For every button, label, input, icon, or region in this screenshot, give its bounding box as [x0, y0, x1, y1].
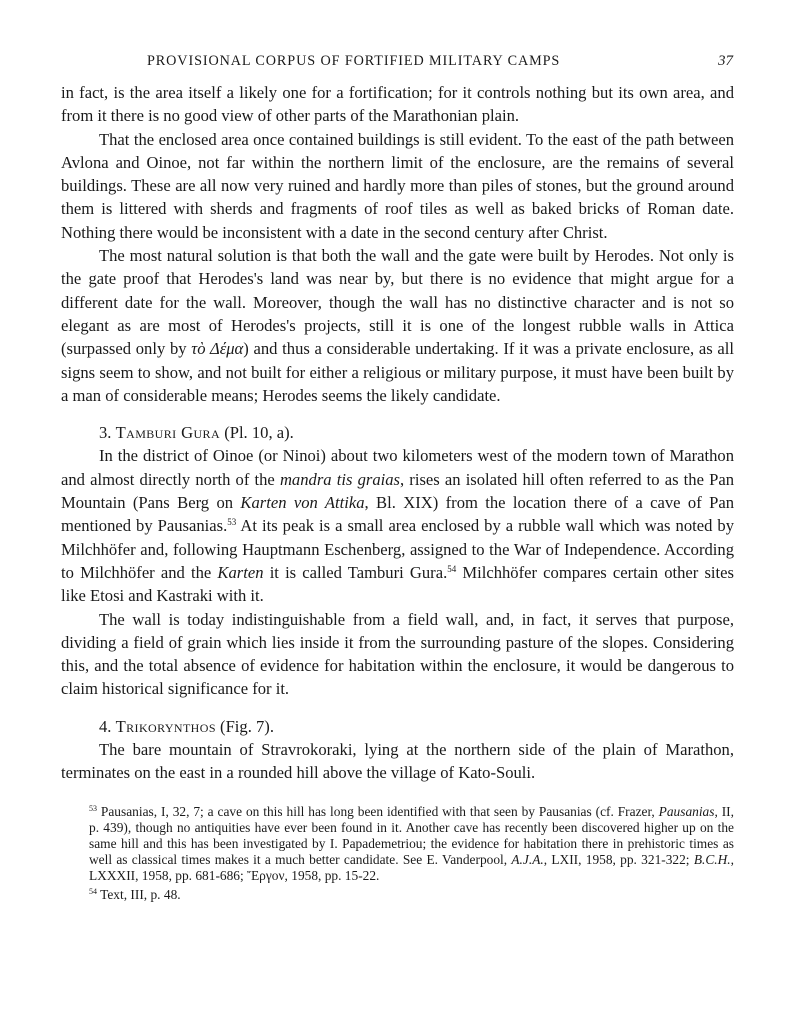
text-run: , rises an isolated hill often referred to as the Pan Mountain (Pans Berg on: [61, 469, 735, 513]
paragraph: in fact, is the area itself a likely one for a fortification; for it controls nothing but its own area, and from it there is no good view of other parts of the Marathonian plain.: [61, 83, 734, 126]
paragraph: The bare mountain of Stravrokoraki, lying at the northern side of the plain of Marathon, terminates on the east in a rounded hill above the village of Kato-Souli.: [61, 740, 734, 783]
italic-term: Karten von Attika: [240, 493, 365, 513]
text-run: it is called Tamburi Gura.: [263, 562, 448, 582]
text-run: Pausanias, I, 32, 7; a cave on this hill has long been identified with that seen by Pausanias (cf. Frazer,: [97, 803, 659, 819]
text-run: , II, p. 439), though no antiquities have ever been found in it. Another cave has recently been discovered higher up on the same hill and this has been investigated by I. Papademetriou; the evidence for habitation there in prehistoric times as well as classical times makes it a much better candidate. See E. Vanderpool,: [89, 803, 734, 867]
page-number: 37: [718, 53, 733, 69]
text-run: At its peak is a small area enclosed by a rubble wall which was noted by Milchhöfer and, following Hauptmann Eschenberg, assigned to the War of Independence. According to Milchhöfer and the: [61, 516, 734, 582]
section-heading: [99, 421, 734, 444]
italic-term: Pausanias: [658, 803, 715, 819]
text-run: The most natural solution is that both the wall and the gate were built by Herodes. Not only is the gate proof that Herodes's land was near by, but there is no evidence that might argue for a different date for the wall. Moreover, though the wall has no distinctive character and is not so elegant as are most of Herodes's projects, still it is one of the longest rubble walls in Attica (surpassed only by: [61, 246, 734, 359]
figure-ref: (Fig. 7).: [220, 716, 274, 736]
plate-ref: (Pl. 10, a).: [224, 423, 294, 443]
text-run: , LXII, 1958, pp. 321-322;: [543, 851, 694, 867]
italic-term: B.C.H.: [693, 851, 731, 867]
italic-term: A.J.A.: [511, 851, 544, 867]
running-title: PROVISIONAL CORPUS OF FORTIFIED MILITARY CAMPS: [147, 53, 561, 69]
footnote-mark: 53: [89, 803, 97, 813]
italic-term: mandra tis graias: [279, 469, 400, 489]
page: [61, 53, 734, 903]
footnote: [89, 884, 734, 903]
paragraph: [61, 444, 734, 607]
italic-term: Karten: [217, 562, 264, 582]
footnotes: [61, 801, 734, 903]
site-name: Tamburi Gura: [115, 423, 221, 443]
greek-term: τὸ Δέμα: [191, 339, 244, 359]
section-number: 4.: [99, 716, 112, 736]
text-run: , 1958, pp. 15-22.: [284, 867, 380, 883]
text-run: Milchhöfer compares certain other sites like Etosi and Kastraki with it.: [61, 562, 734, 606]
paragraph: That the enclosed area once contained buildings is still evident. To the east of the path between Avlona and Oinoe, not far within the northern limit of the enclosure, are the remains of several buildings. These are all now very ruined and hardly more than piles of stones, but the ground around them is littered with sherds and fragments of roof tiles as well as baked bricks of Roman date. Nothing there would be inconsistent with a date in the second century after Christ.: [61, 129, 734, 242]
text-run: ) and thus a considerable undertaking. If it was a private enclosure, as all signs seem to show, and not built for either a religious or military purpose, it must have been built by a man of considerable means; Herodes seems the likely candidate.: [61, 339, 734, 405]
footnote-mark: 54: [89, 886, 97, 896]
text-run: In the district of Oinoe (or Ninoi) about two kilometers west of the modern town of Marathon and almost directly north of the: [61, 446, 734, 489]
section-heading: [99, 715, 734, 738]
paragraph: The wall is today indistinguishable from a field wall, and, in fact, it serves that purpose, dividing a field of grain which lies inside it from the surrounding pasture of the slopes. Considering this, and the total absence of evidence for habitation within the enclosure, it would be dangerous to claim historical significance for it.: [61, 609, 734, 699]
footnote: [89, 801, 734, 884]
footnote-ref[interactable]: 54: [447, 563, 457, 574]
running-head: [61, 53, 734, 81]
footnote-ref[interactable]: 53: [227, 517, 237, 528]
paragraph: [61, 244, 734, 407]
text-run: , LXXXII, 1958, pp. 681-686;: [89, 851, 734, 883]
text-run: Text, III, p. 48.: [97, 886, 181, 902]
section-number: 3.: [99, 423, 112, 443]
greek-term: Ἔργον: [247, 867, 285, 883]
text-run: , Bl. XIX) from the location there of a cave of Pan mentioned by Pausanias.: [61, 493, 734, 536]
site-name: Trikorynthos: [115, 716, 216, 736]
